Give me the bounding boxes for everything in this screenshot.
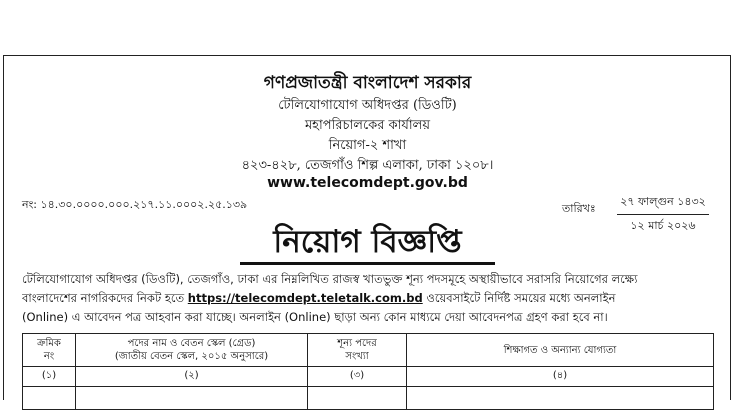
vacancy-table (22, 333, 714, 410)
col-qualification-header: শিক্ষাগত ও অন্যান্য যোগ্যতা (407, 334, 714, 367)
office-name: মহাপরিচালকের কার্যালয় (304, 118, 431, 133)
col-number-4: (৪) (407, 367, 714, 387)
department-name: টেলিযোগাযোগ অধিদপ্তর (ডিওটি) (278, 98, 457, 113)
body-line-2-end: ওয়েবসাইটে নির্দিষ্ট সময়ের মধ্যে অনলাইন (422, 291, 616, 305)
table-row (23, 387, 714, 410)
office-address: ৪২৩-৪২৮, তেজগাঁও শিল্প এলাকা, ঢাকা ১২০৮। (241, 158, 494, 173)
notice-body (22, 270, 712, 327)
notice-title: নিয়োগ বিজ্ঞপ্তি (240, 222, 495, 265)
date-label: তারিখঃ (562, 202, 596, 215)
body-line-3: (Online) এ আবেদন পত্র আহবান করা যাচ্ছে। অনলাইন (Online) ছাড়া অন্য কোন মাধ্যমে দেয়া আবেদনপত্র গ্রহণ করা হবে না। (22, 310, 608, 324)
date-box (617, 193, 709, 236)
application-link[interactable]: https://telecomdept.teletalk.com.bd (187, 291, 423, 305)
date-bangla: ২৭ ফাল্গুন ১৪৩২ (617, 193, 709, 215)
body-line-1: টেলিযোগাযোগ অধিদপ্তর (ডিওটি), তেজগাঁও, ঢাকা এর নিম্নলিখিত রাজস্ব খাতভুক্ত শূন্য পদসমূহে অস্থায়ীভাবে সরাসরি নিয়োগের লক্ষ্যে (22, 272, 638, 286)
website-link[interactable]: www.telecomdept.gov.bd (267, 175, 468, 191)
body-line-2 (22, 289, 712, 308)
col-number-3: (৩) (308, 367, 407, 387)
government-name: গণপ্রজাতন্ত্রী বাংলাদেশ সরকার (263, 73, 472, 93)
col-vacancy-header: শূন্য পদের সংখ্যা (308, 334, 407, 367)
date-gregorian: ১২ মার্চ ২০২৬ (630, 219, 696, 232)
memo-number: নং: ১৪.৩০.০০০০.০০০.২১৭.১১.০০০২.২৫.১৩৯ (22, 198, 248, 211)
table-header-row (23, 334, 714, 367)
body-line-2-start: বাংলাদেশের নাগরিকদের নিকট হতে (22, 291, 188, 305)
col-number-1: (১) (23, 367, 76, 387)
branch-name: নিয়োগ-২ শাখা (328, 138, 407, 153)
table-number-row (23, 367, 714, 387)
col-number-2: (২) (76, 367, 308, 387)
col-serial-header: ক্রমিক নং (23, 334, 76, 367)
col-post-header: পদের নাম ও বেতন স্কেল (গ্রেড) (জাতীয় বেতন স্কেল, ২০১৫ অনুসারে) (76, 334, 308, 367)
